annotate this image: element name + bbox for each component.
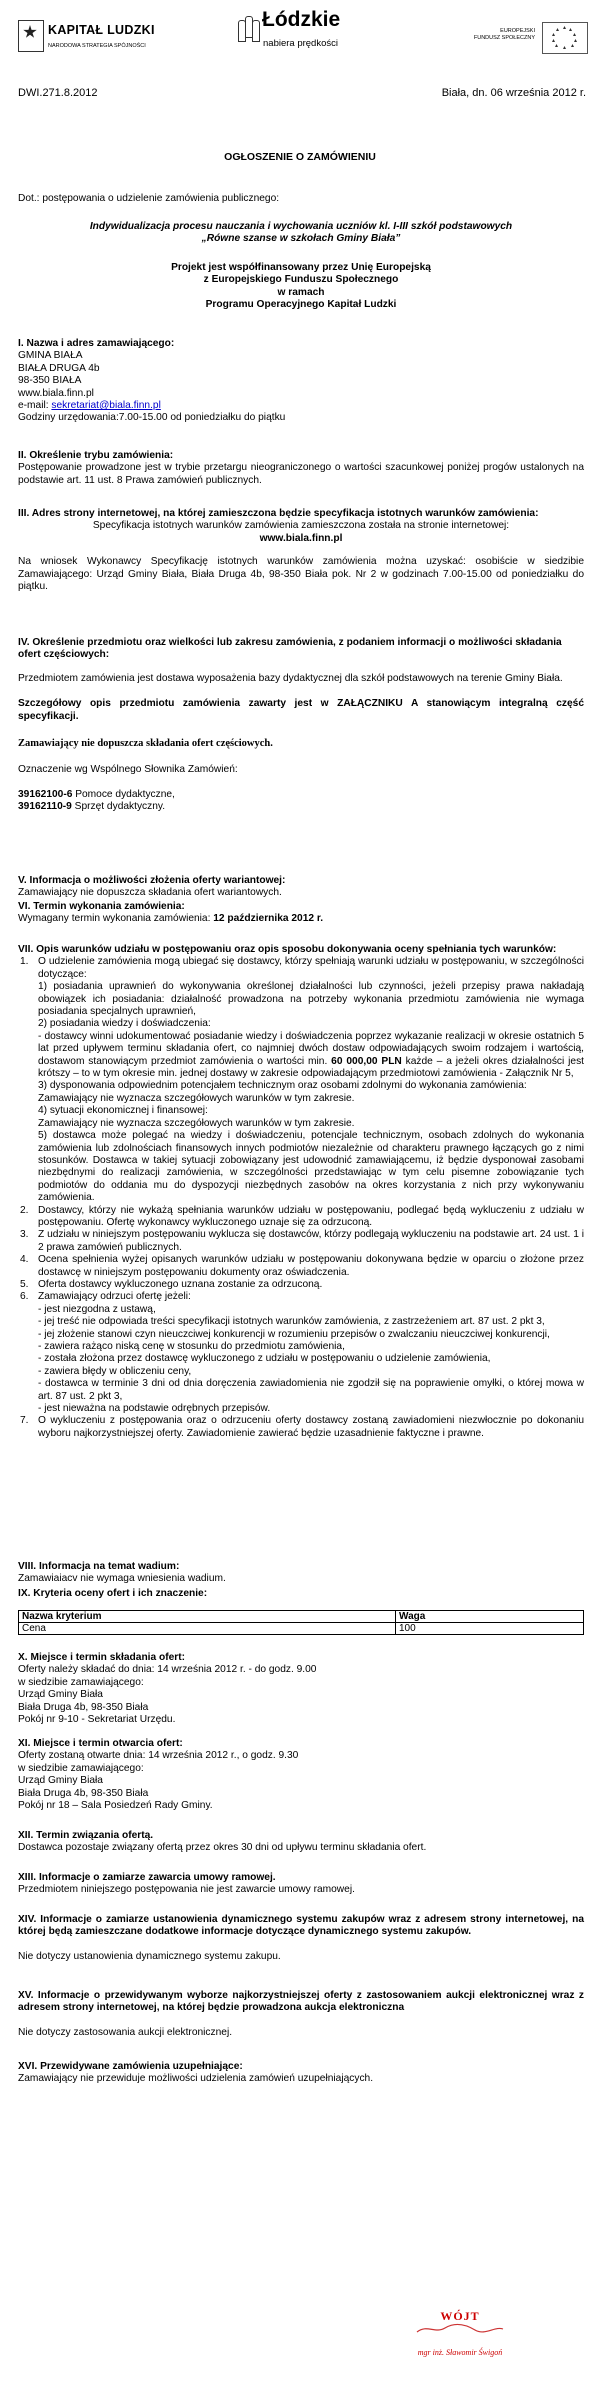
- section-6: VI. Termin wykonania zamówienia: Wymagany termin wykonania zamówienia: 12 października 2012 r.: [18, 901, 324, 925]
- section-2: II. Określenie trybu zamówienia: Postępowanie prowadzone jest w trybie przetargu nieograniczonego o wartości szacunkowej poniżej progów ustalonych na podstawie art. 11 ust. 8 Prawa zamówień publicznych.: [18, 450, 584, 486]
- signature-stamp: [400, 2310, 520, 2370]
- cofinancing-info: Projekt jest współfinansowany przez Unię Europejską z Europejskiego Funduszu Społecznego w ramach Programu Operacyjnego Kapitał Ludzki: [171, 262, 431, 311]
- signature-name: mgr inż. Sławomir Świgoń: [417, 2347, 503, 2357]
- logo1-subtitle: NARODOWA STRATEGIA SPÓJNOŚCI: [48, 43, 146, 49]
- section-9: IX. Kryteria oceny ofert i ich znaczenie: Nazwa kryterium Waga Cena 100: [18, 1588, 584, 1635]
- section-4: IV. Określenie przedmiotu oraz wielkości lub zakresu zamówienia, z podaniem informacji o możliwości składania ofert częściowych: Przedmiotem zamówienia jest dostawa wyposażenia bazy dydaktycznej dla szkół podstawowych na terenie Gminy Biała. Szczegółowy opis przedmiotu zamówienia zawarty jest w ZAŁĄCZNIKU A stanowiącym integralną część specyfikacji. Zamawiający nie dopuszcza składania ofert częściowych. Oznaczenie wg Wspólnego Słownika Zamówień: 39162100-6 Pomoce dydaktyczne, 39162110-9 Sprzęt dydaktyczny.: [18, 637, 584, 813]
- reference-number: DWI.271.8.2012: [18, 87, 98, 99]
- efs-text: EUROPEJSKI FUNDUSZ SPOŁECZNY: [473, 28, 535, 41]
- section-1: I. Nazwa i adres zamawiającego: GMINA BIAŁA BIAŁA DRUGA 4b 98-350 BIAŁA www.biala.finn.pl e-mail: sekretariat@biala.finn.pl Godziny urzędowania:7.00-15.00 od poniedziałku do piątku: [18, 338, 584, 425]
- signature-title: WÓJT: [440, 2309, 480, 2323]
- logo2-title: Łódzkie: [262, 8, 341, 31]
- logo1-title: KAPITAŁ LUDZKI: [48, 23, 155, 37]
- email-link[interactable]: sekretariat@biala.finn.pl: [51, 400, 161, 412]
- page-header: [0, 10, 600, 70]
- section-3: III. Adres strony internetowej, na której zamieszczona będzie specyfikacja istotnych warunków zamówienia: Specyfikacja istotnych warunków zamówienia zamieszczona została na stronie internetowej: www.biala.finn.pl Na wniosek Wykonawcy Specyfikację istotnych warunków zamówienia można uzyskać: osobiście w siedzibie Zamawiającego: Urząd Gminy Biała, Biała Druga 4b, 98-350 Biała pok. Nr 2 w godzinach 7.00-15.00 od poniedziałku do piątku.: [18, 508, 584, 593]
- section-8: VIII. Informacja na temat wadium: Zamawiaiacv nie wymaga wniesienia wadium.: [18, 1561, 226, 1585]
- criteria-table: Nazwa kryterium Waga Cena 100: [18, 1610, 584, 1635]
- logo-star-icon: [18, 20, 44, 52]
- lodzkie-logo: [238, 8, 378, 58]
- section-10: X. Miejsce i termin składania ofert: Oferty należy składać do dnia: 14 września 2012 r. - do godz. 9.00 w siedzibie zamawiającego: Urząd Gminy Biała Biała Druga 4b, 98-350 Biała Pokój nr 9-10 - Sekretariat Urzędu.: [18, 1652, 317, 1726]
- section-12: XII. Termin związania ofertą. Dostawca pozostaje związany ofertą przez okres 30 dni od upływu terminu składania ofert.: [18, 1830, 427, 1854]
- efs-logo: [460, 22, 590, 58]
- section-15: XV. Informacje o przewidywanym wyborze najkorzystniejszej oferty z zastosowaniem aukcji elektronicznej wraz z adresem strony internetowej, na której będzie prowadzona aukcja elektroniczna Nie dotyczy zastosowania aukcji elektronicznej.: [18, 1990, 584, 2038]
- section-7: VII. Opis warunków udziału w postępowaniu oraz opis sposobu dokonywania oceny spełniania tych warunków: 1. O udzielenie zamówienia mogą ubiegać się dostawcy, którzy spełniają warunki udziału w postępowaniu, w szczególności dotyczące: 1) posiadania uprawnień do wykonywania określonej działalności lub czynności, jeżeli przepisy prawa nakładają obowiązek ich posiadania: działalność prowadzona na potrzeby wykonania przedmiotu zamówienia nie wymaga posiadania specjalnych uprawnień, 2) posiadania wiedzy i doświadczenia: - dostawcy winni udokumentować posiadanie wiedzy i doświadczenia poprzez wykazanie realizacji w okresie ostatnich 5 lat przed upływem terminu składania ofert, co najmniej dwóch dostaw odpowiadających swoim rodzajem i wartością, dostawom stanowiącym przedmiot zamówienia o wartości min. 60 000,00 PLN każde – a jeżeli okres działalności jest krótszy – to w tym okresie min. jednej dostawy w zakresie odpowiadającym przedmiotowi zamówienia - Załącznik Nr 5, 3) dysponowania odpowiednim potencjałem technicznym oraz osobami zdolnymi do wykonania zamówienia: Zamawiający nie wyznacza szczegółowych warunków w tym zakresie. 4) sytuacji ekonomicznej i finansowej: Zamawiający nie wyznacza szczegółowych warunków w tym zakresie. 5) dostawca może polegać na wiedzy i doświadczeniu, potencjale technicznym, osobach zdolnych do wykonania zamówienia lub zdolnościach finansowych innych podmiotów niezależnie od charakteru prawnego łączących go z nimi stosunków. Dostawca w takiej sytuacji zobowiązany jest udowodnić zamawiającemu, iż będzie dysponował zasobami niezbędnymi do realizacji zamówienia, w szczególności przedstawiając w tym celu pisemne zobowiązanie tych podmiotów do oddania mu do dyspozycji niezbędnych zasobów na okres korzystania z nich przy wykonywaniu zamówienia. 2. Dostawcy, którzy nie wykażą spełniania warunków udziału w postępowaniu, podlegać będą wykluczeniu z udziału w postępowaniu. Ofertę wykonawcy wykluczonego uznaje się za odrzuconą. 3. Z udziału w niniejszym postępowaniu wyklucza się dostawców, którzy podlegają wykluczeniu na podstawie art. 24 ust. 1 i 2 prawa zamówień publicznych. 4. Ocena spełnienia wyżej opisanych warunków udziału w postępowaniu dokonywana będzie w oparciu o złożone przez dostawcę w niniejszym postępowaniu dokumenty oraz oświadczenia. 5. Oferta dostawcy wykluczonego uznana zostanie za odrzuconą. 6. Zamawiający odrzuci ofertę jeżeli: - jest niezgodna z ustawą, - jej treść nie odpowiada treści specyfikacji istotnych warunków zamówienia, z zastrzeżeniem art. 87 ust. 2 pkt 3, - jej złożenie stanowi czyn nieuczciwej konkurencji w rozumieniu przepisów o zwalczaniu nieuczciwej konkurencji, - zawiera rażąco niską cenę w stosunku do przedmiotu zamówienia, - została złożona przez dostawcę wykluczonego z udziału w postępowaniu o udzielenie zamówienia, - zawiera błędy w obliczeniu ceny, - dostawca w terminie 3 dni od dnia doręczenia zawiadomienia nie zgodził się na poprawienie omyłki, o której mowa w art. 87 ust. 2 pkt 3, - jest nieważna na podstawie odrębnych przepisów. 7. O wykluczeniu z postępowania oraz o odrzuceniu oferty dostawcy zostaną zawiadomieni niezwłocznie po dokonaniu wyboru najkorzystniejszej oferty. Zawiadomienie zawierać będzie uzasadnienie faktyczne i prawne.: [18, 944, 585, 1439]
- project-name: Indywidualizacja procesu nauczania i wychowania uczniów kl. I-III szkół podstawowych „Równe szanse w szkołach Gminy Biała”: [89, 221, 513, 245]
- section-13: XIII. Informacje o zamiarze zawarcia umowy ramowej. Przedmiotem niniejszego postępowania nie jest zawarcie umowy ramowej.: [18, 1872, 355, 1896]
- section-14: XIV. Informacje o zamiarze ustanowienia dynamicznego systemu zakupów wraz z adresem strony internetowej, na której będą zamieszczane dodatkowe informacje dotyczące dynamicznego systemu zakupów. Nie dotyczy ustanowienia dynamicznego systemu zakupu.: [18, 1914, 584, 1962]
- website-link[interactable]: www.biala.finn.pl: [259, 532, 343, 544]
- kapital-ludzki-logo: [18, 18, 198, 58]
- section-16: XVI. Przewidywane zamówienia uzupełniające: Zamawiający nie przewiduje możliwości udzielenia zamówień uzupełniających.: [18, 2061, 374, 2085]
- dot-line: Dot.: postępowania o udzielenie zamówienia publicznego:: [18, 193, 280, 204]
- section-11: XI. Miejsce i termin otwarcia ofert: Oferty zostaną otwarte dnia: 14 września 2012 r., o godz. 9.30 w siedzibie zamawiającego: Urząd Gminy Biała Biała Druga 4b, 98-350 Biała Pokój nr 18 – Sala Posiedzeń Rady Gminy.: [18, 1738, 299, 1812]
- document-date: Biała, dn. 06 września 2012 r.: [441, 87, 586, 99]
- eu-flag-icon: [542, 22, 588, 54]
- signature-scribble-icon: [415, 2322, 505, 2336]
- section-1-title: I. Nazwa i adres zamawiającego:: [18, 338, 175, 349]
- section-5: V. Informacja o możliwości złożenia oferty wariantowej: Zamawiający nie dopuszcza składania ofert wariantowych.: [18, 875, 286, 899]
- lodzkie-mark-icon: [238, 16, 258, 42]
- document-title: OGŁOSZENIE O ZAMÓWIENIU: [224, 151, 376, 163]
- logo2-subtitle: nabiera prędkości: [263, 38, 338, 49]
